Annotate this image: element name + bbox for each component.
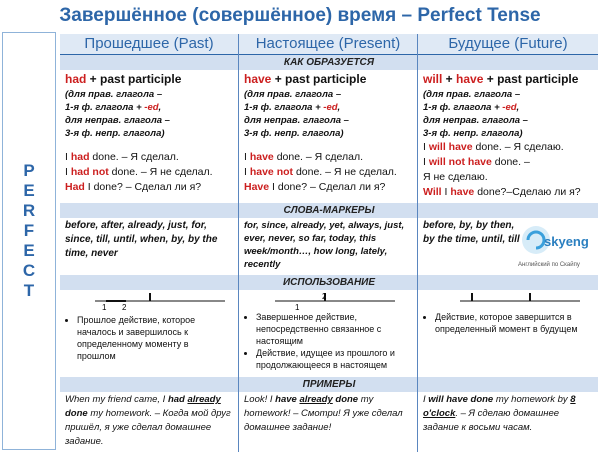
ex-text: When my friend came, I xyxy=(65,394,168,405)
ex-text: I xyxy=(423,394,429,405)
skyeng-logo xyxy=(514,222,594,272)
column-divider xyxy=(417,34,418,452)
logo-text: skyeng xyxy=(544,234,589,249)
aux-word: have xyxy=(450,186,475,198)
formula-rest: + past participle xyxy=(271,72,367,86)
note-line: (для прав. глагола – xyxy=(423,89,521,100)
ex-rest: done. – Я не сделал. xyxy=(108,166,213,178)
note-comma: , xyxy=(158,102,162,113)
ex-aux: have xyxy=(275,394,297,405)
ex-rest: done. – Я сделал. xyxy=(89,151,179,163)
usage-item: • Прошлое действие, которое началось и завершилось к определенному моменту в прошлом xyxy=(77,314,209,362)
timeline-past xyxy=(95,293,225,311)
note-line: (для прав. глагола – xyxy=(244,89,342,100)
ex-pre: I xyxy=(423,156,429,168)
header-future: Будущее (Future) xyxy=(418,34,598,56)
header-past: Прошедшее (Past) xyxy=(60,34,238,56)
formation-past xyxy=(62,71,238,195)
side-perfect-column xyxy=(2,32,56,450)
formula-rest: + past participle xyxy=(86,72,182,86)
ex-rest: I done? – Сделал ли я? xyxy=(84,181,202,193)
formation-present xyxy=(241,71,417,195)
usage-timelines xyxy=(60,291,598,311)
ed-suffix: -ed xyxy=(323,102,338,113)
formation-future xyxy=(420,71,598,200)
usage-item: • Завершенное действие, непосредственно связанное с настоящим xyxy=(256,311,414,347)
timeline-mark-2: 2 xyxy=(122,303,127,311)
aux-word: had not xyxy=(70,166,109,178)
note-line: (для прав. глагола – xyxy=(65,89,163,100)
ex-rest: done. – xyxy=(491,156,530,168)
timeline-mark-1: 1 xyxy=(102,303,107,311)
note-line: 1-я ф. глагола + xyxy=(244,102,324,113)
aux-word: have xyxy=(249,151,274,163)
aux-word: had xyxy=(70,151,90,163)
markers-past: before, after, already, just, for, since, till, until, when, by, by the time, never xyxy=(65,220,218,259)
markers-present: for, since, already, yet, always, just, ever, never, so far, today, this week/month…, how long, lately, recently xyxy=(244,220,405,270)
usage-past xyxy=(62,314,212,362)
ex-text: my homework! – Смотри! Я уже сделал домашнее задание! xyxy=(244,394,403,433)
timeline-mark-1: 1 xyxy=(295,303,300,311)
note-comma: , xyxy=(516,102,520,113)
usage-future xyxy=(420,311,590,335)
markers-future: before, by, by then, by the time, until, till xyxy=(423,220,520,245)
band-formation: КАК ОБРАЗУЕТСЯ xyxy=(60,55,598,70)
note-line: для неправ. глагола – xyxy=(423,115,528,126)
side-letter: F xyxy=(23,221,35,240)
formula-plus: + xyxy=(442,72,457,86)
formula-rest: + past participle xyxy=(483,72,579,86)
ex-text: Look! I xyxy=(244,394,276,405)
side-letter: T xyxy=(23,281,35,300)
aux-word: will have xyxy=(428,141,473,153)
aux-word: had xyxy=(65,72,87,86)
usage-present xyxy=(241,311,417,371)
ex-adverb: already xyxy=(299,394,333,405)
timeline-mark-2: 2 xyxy=(322,292,327,301)
ex-adverb: already xyxy=(187,394,221,405)
aux-word: Will xyxy=(423,186,442,198)
usage-item: • Действие, идущее из прошлого и продолжающееся в настоящем xyxy=(256,347,414,371)
note-line: 3-я ф. непр. глагола) xyxy=(65,128,165,139)
side-letter: E xyxy=(23,241,35,260)
timeline-present xyxy=(275,292,395,311)
ed-suffix: -ed xyxy=(502,102,517,113)
aux-word: Have xyxy=(244,181,270,193)
ed-suffix: -ed xyxy=(144,102,159,113)
header-present: Настоящее (Present) xyxy=(239,34,417,56)
ex-rest: I done? – Сделал ли я? xyxy=(269,181,386,193)
ex-time: 8 o'clock xyxy=(423,394,576,419)
ex-text: . – Я сделаю домашнее задание к восьми часам. xyxy=(423,408,560,433)
aux-word: have xyxy=(244,72,272,86)
ex-rest: done. – Я сделаю. xyxy=(472,141,564,153)
ex-rest: done. – Я сделал. xyxy=(273,151,364,163)
aux-word: have xyxy=(456,72,484,86)
ex-pre: I xyxy=(244,166,250,178)
note-line: 3-я ф. непр. глагола) xyxy=(423,128,523,139)
timeline-future xyxy=(460,293,580,301)
band-markers: СЛОВА-МАРКЕРЫ xyxy=(60,203,598,218)
example-present xyxy=(241,393,417,435)
ex-verb: done xyxy=(332,394,359,405)
ex-pre: I xyxy=(423,141,429,153)
ex-text: my homework. – Когда мой друг пришёл, я уже сделал домашнее задание. xyxy=(65,408,231,447)
example-past xyxy=(62,393,238,449)
band-usage: ИСПОЛЬЗОВАНИЕ xyxy=(60,275,598,290)
logo-subtext: Английский по Скайпу xyxy=(518,262,580,268)
side-letter: C xyxy=(22,261,36,280)
example-future xyxy=(420,393,598,435)
side-letter: E xyxy=(23,181,35,200)
ex-pre: I xyxy=(65,166,71,178)
ex-verb: done xyxy=(65,408,88,419)
ex-pre: I xyxy=(244,151,250,163)
ex-aux: will have done xyxy=(428,394,494,405)
note-line: для неправ. глагола – xyxy=(244,115,349,126)
aux-word: will not have xyxy=(428,156,492,168)
ex-rest: done?–Сделаю ли я? xyxy=(474,186,581,198)
note-line: для неправ. глагола – xyxy=(65,115,170,126)
column-divider xyxy=(238,34,239,452)
side-letter: R xyxy=(22,201,36,220)
note-line: 1-я ф. глагола + xyxy=(423,102,503,113)
ex-text: my homework by xyxy=(493,394,571,405)
ex-mid: I xyxy=(441,186,451,198)
usage-item: • Действие, которое завершится в определенный момент в будущем xyxy=(435,311,587,335)
note-line: 1-я ф. глагола + xyxy=(65,102,145,113)
aux-word: have not xyxy=(249,166,294,178)
note-comma: , xyxy=(337,102,341,113)
page-title: Завершённое (совершённое) время – Perfect Tense xyxy=(59,5,541,26)
ex-pre: I xyxy=(65,151,71,163)
aux-word: will xyxy=(423,72,443,86)
side-letter: P xyxy=(23,161,35,180)
band-examples: ПРИМЕРЫ xyxy=(60,377,598,392)
ex-aux: had xyxy=(167,394,185,405)
aux-word: Had xyxy=(65,181,85,193)
note-line: 3-я ф. непр. глагола) xyxy=(244,128,344,139)
ex-rest: done. – Я не сделал. xyxy=(293,166,397,178)
ex-line: Я не сделаю. xyxy=(423,171,488,183)
